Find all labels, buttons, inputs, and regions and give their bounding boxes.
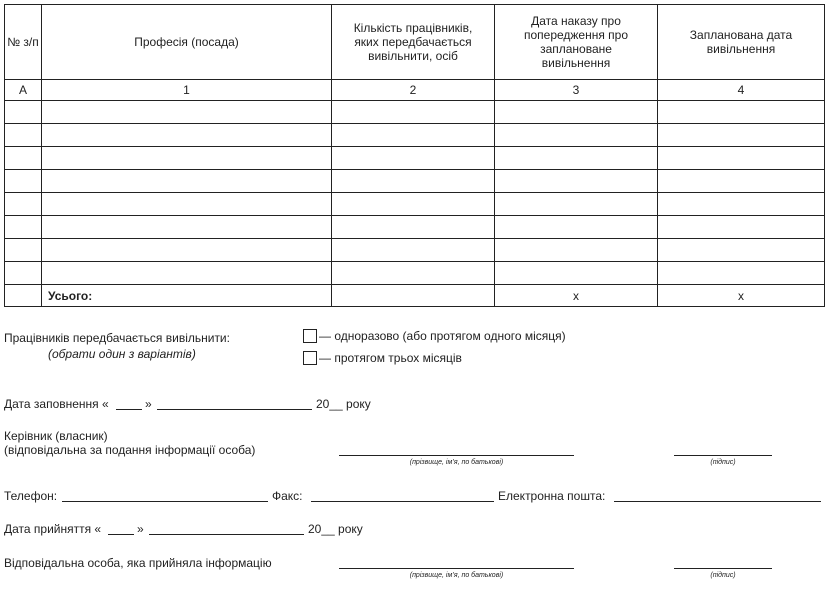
phone-field[interactable] [62,501,268,502]
table-cell[interactable] [658,193,825,216]
table-cell[interactable] [332,216,495,239]
table-row [5,216,825,239]
column-code: 2 [332,80,495,101]
accept-day-field[interactable] [108,534,134,535]
table-cell[interactable] [495,216,658,239]
table-cell[interactable] [5,124,42,147]
table-cell[interactable] [495,262,658,285]
table-cell[interactable] [5,147,42,170]
table-cell[interactable] [332,147,495,170]
header-cell: Запланована дата вивільнення [658,5,825,80]
receiver-name-field[interactable] [339,568,574,569]
option-three-months-label: — протягом трьох місяців [319,351,462,365]
total-row [5,285,825,307]
fax-label: Факс: [272,489,303,503]
receiver-label: Відповідальна особа, яка прийняла інформацію [4,556,272,570]
table-row [5,101,825,124]
total-label: Усього: [42,285,332,307]
manager-sign-note: (підпис) [710,459,736,466]
total-cell: х [495,285,658,307]
fill-day-field[interactable] [116,409,142,410]
fill-month-field[interactable] [157,409,312,410]
table-cell[interactable] [332,262,495,285]
table-row [5,193,825,216]
table-cell[interactable] [42,124,332,147]
table-cell[interactable] [332,101,495,124]
phone-label: Телефон: [4,489,58,503]
option-one-time-label: — одноразово (або протягом одного місяця) [319,329,566,343]
table-cell[interactable] [5,170,42,193]
table-cell[interactable] [42,193,332,216]
header-cell: Кількість працівників, яких передбачається вивільнити, осіб [332,5,495,80]
fill-date-year: 20__ року [316,397,371,411]
receiver-signature-field[interactable] [674,568,772,569]
table-cell[interactable] [495,239,658,262]
email-field[interactable] [614,501,821,502]
total-count-cell[interactable] [332,285,495,307]
table-cell[interactable] [332,239,495,262]
option-one-time-checkbox[interactable] [303,329,317,343]
table-cell[interactable] [332,170,495,193]
table-row [5,147,825,170]
column-code: А [5,80,42,101]
table-cell[interactable] [5,101,42,124]
accept-date-prefix: Дата прийняття « [4,522,102,536]
table-cell[interactable] [332,193,495,216]
table-cell[interactable] [658,262,825,285]
header-cell: № з/п [5,5,42,80]
fill-date-prefix: Дата заповнення « [4,397,109,411]
table-cell[interactable] [42,216,332,239]
table-cell[interactable] [658,170,825,193]
table-header-row [5,5,825,80]
header-cell: Дата наказу про попередження про заплановане вивільнення [495,5,658,80]
column-code: 4 [658,80,825,101]
receiver-name-note: (прізвище, ім’я, по батькові) [409,572,504,579]
manager-name-note: (прізвище, ім’я, по батькові) [409,459,504,466]
table-cell[interactable] [42,170,332,193]
table-cell[interactable] [495,193,658,216]
accept-date-mid: » [137,522,144,536]
table-cell[interactable] [658,216,825,239]
dismissal-hint: (обрати один з варіантів) [48,347,196,361]
accept-month-field[interactable] [149,534,304,535]
table-cell[interactable] [495,147,658,170]
table-cell[interactable] [332,124,495,147]
table-cell[interactable] [5,239,42,262]
email-label: Електронна пошта: [498,489,606,503]
staff-reduction-table [4,4,825,307]
table-cell[interactable] [5,216,42,239]
receiver-sign-note: (підпис) [710,572,736,579]
table-cell[interactable] [42,147,332,170]
table-cell[interactable] [495,101,658,124]
table-cell[interactable] [495,170,658,193]
manager-name-field[interactable] [339,455,574,456]
dismissal-label: Працівників передбачається вивільнити: [4,331,230,345]
total-cell: х [658,285,825,307]
table-cell[interactable] [42,101,332,124]
header-cell: Професія (посада) [42,5,332,80]
column-code: 3 [495,80,658,101]
table-cell[interactable] [495,124,658,147]
column-code: 1 [42,80,332,101]
accept-date-year: 20__ року [308,522,363,536]
fill-date-mid: » [145,397,152,411]
manager-label: Керівник (власник) [4,429,108,443]
table-cell[interactable] [658,147,825,170]
manager-sublabel: (відповідальна за подання інформації особа) [4,443,256,457]
option-three-months-checkbox[interactable] [303,351,317,365]
table-cell[interactable] [42,262,332,285]
table-row [5,239,825,262]
table-row [5,262,825,285]
table-cell[interactable] [658,101,825,124]
table-cell[interactable] [5,262,42,285]
table-cell [5,285,42,307]
manager-signature-field[interactable] [674,455,772,456]
table-cell[interactable] [658,239,825,262]
table-cell[interactable] [5,193,42,216]
column-code-row [5,80,825,101]
fax-field[interactable] [311,501,494,502]
table-row [5,170,825,193]
table-row [5,124,825,147]
table-cell[interactable] [42,239,332,262]
table-cell[interactable] [658,124,825,147]
